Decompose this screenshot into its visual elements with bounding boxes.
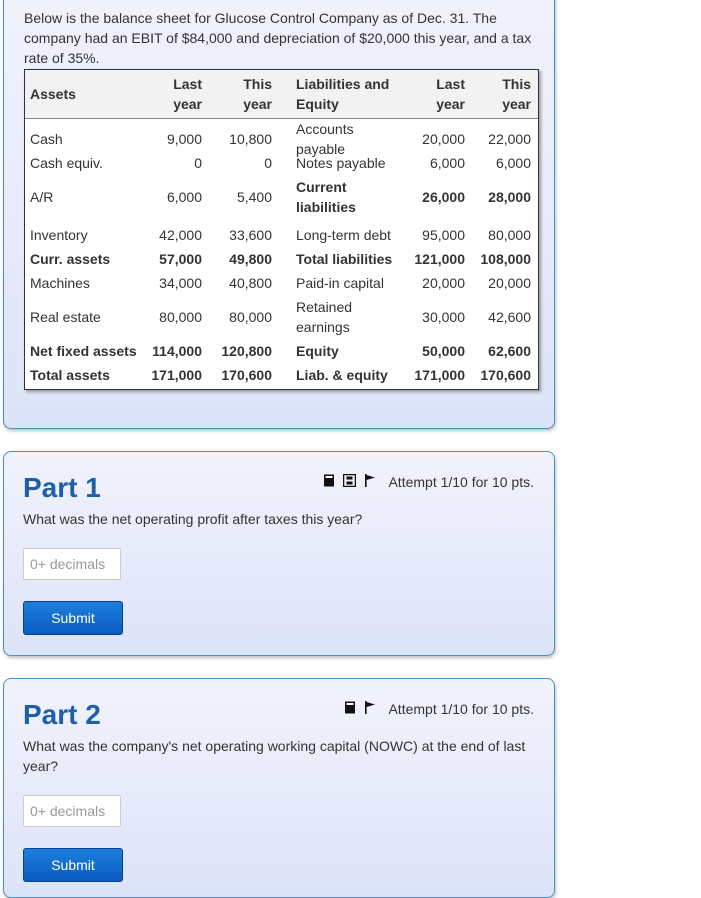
asset-label: Curr. assets bbox=[30, 251, 111, 267]
liability-label: Liab. & equity bbox=[296, 367, 388, 383]
flag-icon[interactable] bbox=[364, 472, 376, 492]
part2-attempt-info: Attempt 1/10 for 10 pts. bbox=[388, 701, 534, 717]
asset-label: Cash equiv. bbox=[30, 155, 103, 171]
liability-label: Current bbox=[296, 179, 347, 195]
liability-label-line2: liabilities bbox=[296, 199, 356, 215]
problem-card bbox=[3, 0, 555, 429]
liability-label: Accounts bbox=[296, 121, 354, 137]
asset-label: A/R bbox=[30, 189, 54, 205]
header-liab-last-year-1: Last bbox=[436, 76, 465, 92]
part2-submit-button[interactable]: Submit bbox=[23, 848, 123, 882]
liability-label: Long-term debt bbox=[296, 227, 391, 243]
header-liab-last-year-2: year bbox=[436, 96, 465, 112]
asset-this-year-value: 10,800 bbox=[229, 131, 272, 147]
part1-question: What was the net operating profit after taxes this year? bbox=[23, 511, 363, 527]
part2-toolbar bbox=[344, 699, 534, 719]
asset-last-year-value: 42,000 bbox=[159, 227, 202, 243]
part1-attempt-info: Attempt 1/10 for 10 pts. bbox=[388, 474, 534, 490]
liability-label: Equity bbox=[296, 343, 339, 359]
liability-this-year-value: 22,000 bbox=[488, 131, 531, 147]
liability-last-year-value: 20,000 bbox=[422, 131, 465, 147]
part1-card bbox=[3, 451, 555, 656]
liability-last-year-value: 30,000 bbox=[422, 309, 465, 325]
liability-last-year-value: 95,000 bbox=[422, 227, 465, 243]
header-liabilities-1: Liabilities and bbox=[296, 76, 390, 92]
asset-last-year-value: 57,000 bbox=[159, 251, 202, 267]
balance-sheet-table bbox=[24, 69, 539, 390]
header-assets: Assets bbox=[30, 86, 76, 102]
asset-last-year-value: 34,000 bbox=[159, 275, 202, 291]
liability-this-year-value: 42,600 bbox=[488, 309, 531, 325]
asset-this-year-value: 33,600 bbox=[229, 227, 272, 243]
liability-this-year-value: 62,600 bbox=[488, 343, 531, 359]
film-icon[interactable] bbox=[343, 472, 356, 492]
liability-this-year-value: 6,000 bbox=[495, 155, 531, 171]
asset-this-year-value: 80,000 bbox=[229, 309, 272, 325]
liability-last-year-value: 20,000 bbox=[422, 275, 465, 291]
header-this-year-2: year bbox=[243, 96, 272, 112]
asset-label: Real estate bbox=[30, 309, 101, 325]
asset-last-year-value: 6,000 bbox=[166, 189, 202, 205]
asset-label: Cash bbox=[30, 131, 63, 147]
header-liab-this-year-2: year bbox=[502, 96, 531, 112]
flag-icon[interactable] bbox=[364, 699, 376, 719]
asset-last-year-value: 80,000 bbox=[159, 309, 202, 325]
asset-last-year-value: 0 bbox=[194, 155, 202, 171]
part1-submit-button[interactable]: Submit bbox=[23, 601, 123, 635]
liability-this-year-value: 80,000 bbox=[488, 227, 531, 243]
header-last-year-1: Last bbox=[173, 76, 202, 92]
calculator-icon[interactable] bbox=[344, 699, 356, 719]
part2-question: What was the company's net operating working capital (NOWC) at the end of last year? bbox=[23, 738, 526, 774]
part2-card bbox=[3, 678, 555, 898]
asset-this-year-value: 40,800 bbox=[229, 275, 272, 291]
asset-this-year-value: 120,800 bbox=[221, 343, 272, 359]
header-last-year-2: year bbox=[173, 96, 202, 112]
asset-this-year-value: 5,400 bbox=[236, 189, 272, 205]
header-liabilities-2: Equity bbox=[296, 96, 339, 112]
asset-last-year-value: 114,000 bbox=[152, 343, 202, 359]
header-liab-this-year-1: This bbox=[502, 76, 531, 92]
part1-title: Part 1 bbox=[23, 472, 101, 503]
asset-label: Inventory bbox=[30, 227, 88, 243]
liability-last-year-value: 171,000 bbox=[414, 367, 465, 383]
liability-label: Retained bbox=[296, 299, 353, 315]
liability-last-year-value: 121,000 bbox=[414, 251, 465, 267]
liability-this-year-value: 170,600 bbox=[480, 367, 531, 383]
asset-label: Net fixed assets bbox=[30, 343, 137, 359]
part1-toolbar bbox=[323, 472, 534, 492]
asset-this-year-value: 0 bbox=[264, 155, 272, 171]
asset-this-year-value: 49,800 bbox=[229, 251, 272, 267]
liability-last-year-value: 50,000 bbox=[422, 343, 465, 359]
liability-label-line2: earnings bbox=[296, 319, 350, 335]
liability-label: Total liabilities bbox=[296, 251, 393, 267]
liability-this-year-value: 108,000 bbox=[480, 251, 531, 267]
liability-this-year-value: 20,000 bbox=[488, 275, 531, 291]
part2-answer-input[interactable] bbox=[23, 795, 121, 827]
asset-last-year-value: 171,000 bbox=[151, 367, 202, 383]
asset-last-year-value: 9,000 bbox=[166, 131, 202, 147]
calculator-icon[interactable] bbox=[323, 472, 335, 492]
asset-label: Total assets bbox=[30, 367, 110, 383]
header-this-year-1: This bbox=[243, 76, 272, 92]
liability-last-year-value: 6,000 bbox=[429, 155, 465, 171]
problem-statement: Below is the balance sheet for Glucose Control Company as of Dec. 31. The company had an EBIT of $84,000 and depreciation of $20,000 this year, and a tax rate of 35%. bbox=[24, 10, 532, 66]
liability-last-year-value: 26,000 bbox=[422, 189, 465, 205]
asset-this-year-value: 170,600 bbox=[221, 367, 272, 383]
part1-answer-input[interactable] bbox=[23, 548, 121, 580]
liability-this-year-value: 28,000 bbox=[488, 189, 531, 205]
part2-title: Part 2 bbox=[23, 699, 101, 730]
liability-label-line2: payable bbox=[296, 141, 346, 157]
asset-label: Machines bbox=[30, 275, 90, 291]
liability-label: Paid-in capital bbox=[296, 275, 384, 291]
liability-label: Notes payable bbox=[296, 155, 386, 171]
